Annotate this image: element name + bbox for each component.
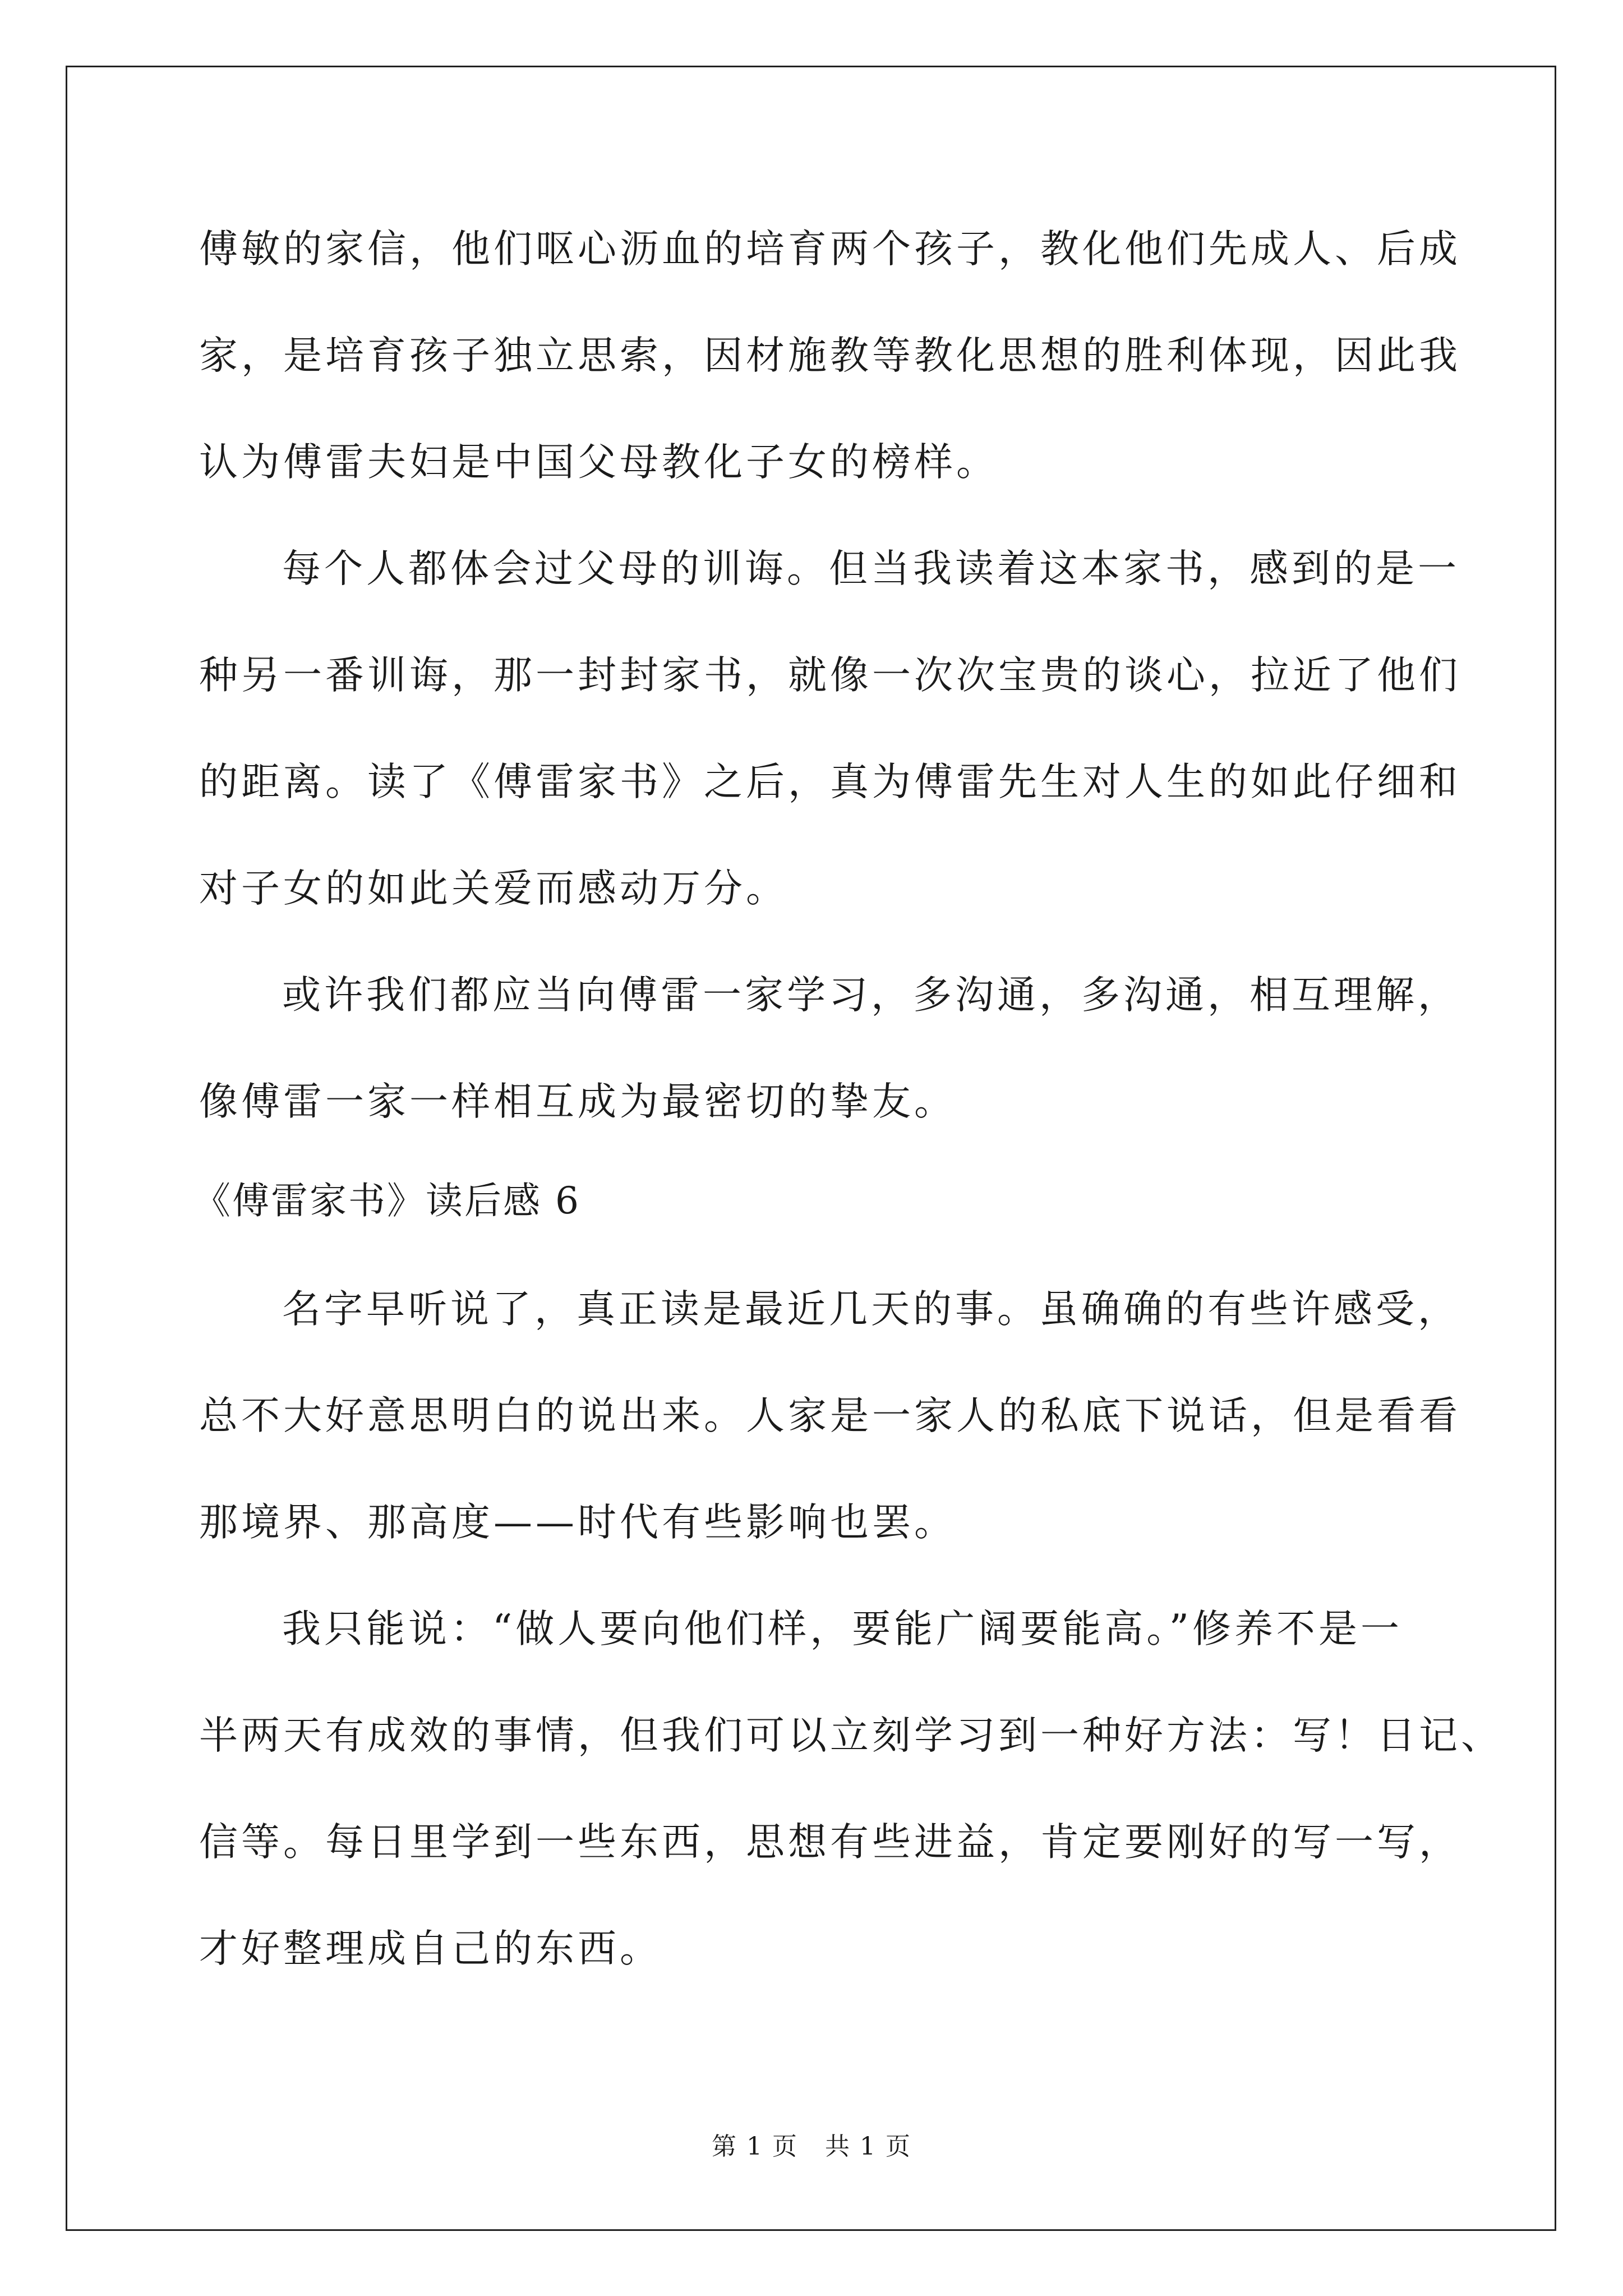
text-line: 那境界、那高度——时代有些影响也罢。	[199, 1500, 956, 1545]
paragraph-start: 名字早听说了，真正读是最近几天的事。虽确确的有些许感受，	[282, 1287, 1460, 1332]
text-line: 对子女的如此关爱而感动万分。	[199, 866, 788, 911]
text-line: 才好整理成自己的东西。	[199, 1926, 662, 1971]
text-line: 总不大好意思明白的说出来。人家是一家人的私底下说话，但是看看	[199, 1393, 1461, 1438]
text-line: 的距离。读了《傅雷家书》之后，真为傅雷先生对人生的如此仔细和	[199, 760, 1461, 804]
text-line: 傅敏的家信，他们呕心沥血的培育两个孩子，教化他们先成人、后成	[199, 227, 1461, 272]
text-line: 信等。每日里学到一些东西，思想有些进益，肯定要刚好的写一写，	[199, 1820, 1461, 1865]
text-line: 认为傅雷夫妇是中国父母教化子女的榜样。	[199, 440, 998, 485]
section-heading: 《傅雷家书》读后感 6	[193, 1179, 580, 1222]
text-line: 半两天有成效的事情，但我们可以立刻学习到一种好方法：写！日记、	[199, 1713, 1503, 1758]
paragraph-start: 我只能说：“做人要向他们样，要能广阔要能高。”修养不是一	[282, 1607, 1403, 1651]
paragraph-start: 每个人都体会过父母的训诲。但当我读着这本家书，感到的是一	[282, 546, 1460, 591]
text-line: 像傅雷一家一样相互成为最密切的挚友。	[199, 1079, 956, 1124]
text-line: 家，是培育孩子独立思索，因材施教等教化思想的胜利体现，因此我	[199, 333, 1461, 378]
paragraph-start: 或许我们都应当向傅雷一家学习，多沟通，多沟通，相互理解，	[282, 973, 1460, 1018]
page-border	[66, 66, 1556, 2231]
page-footer: 第 1 页 共 1 页	[712, 2132, 911, 2161]
text-line: 种另一番训诲，那一封封家书，就像一次次宝贵的谈心，拉近了他们	[199, 653, 1461, 698]
